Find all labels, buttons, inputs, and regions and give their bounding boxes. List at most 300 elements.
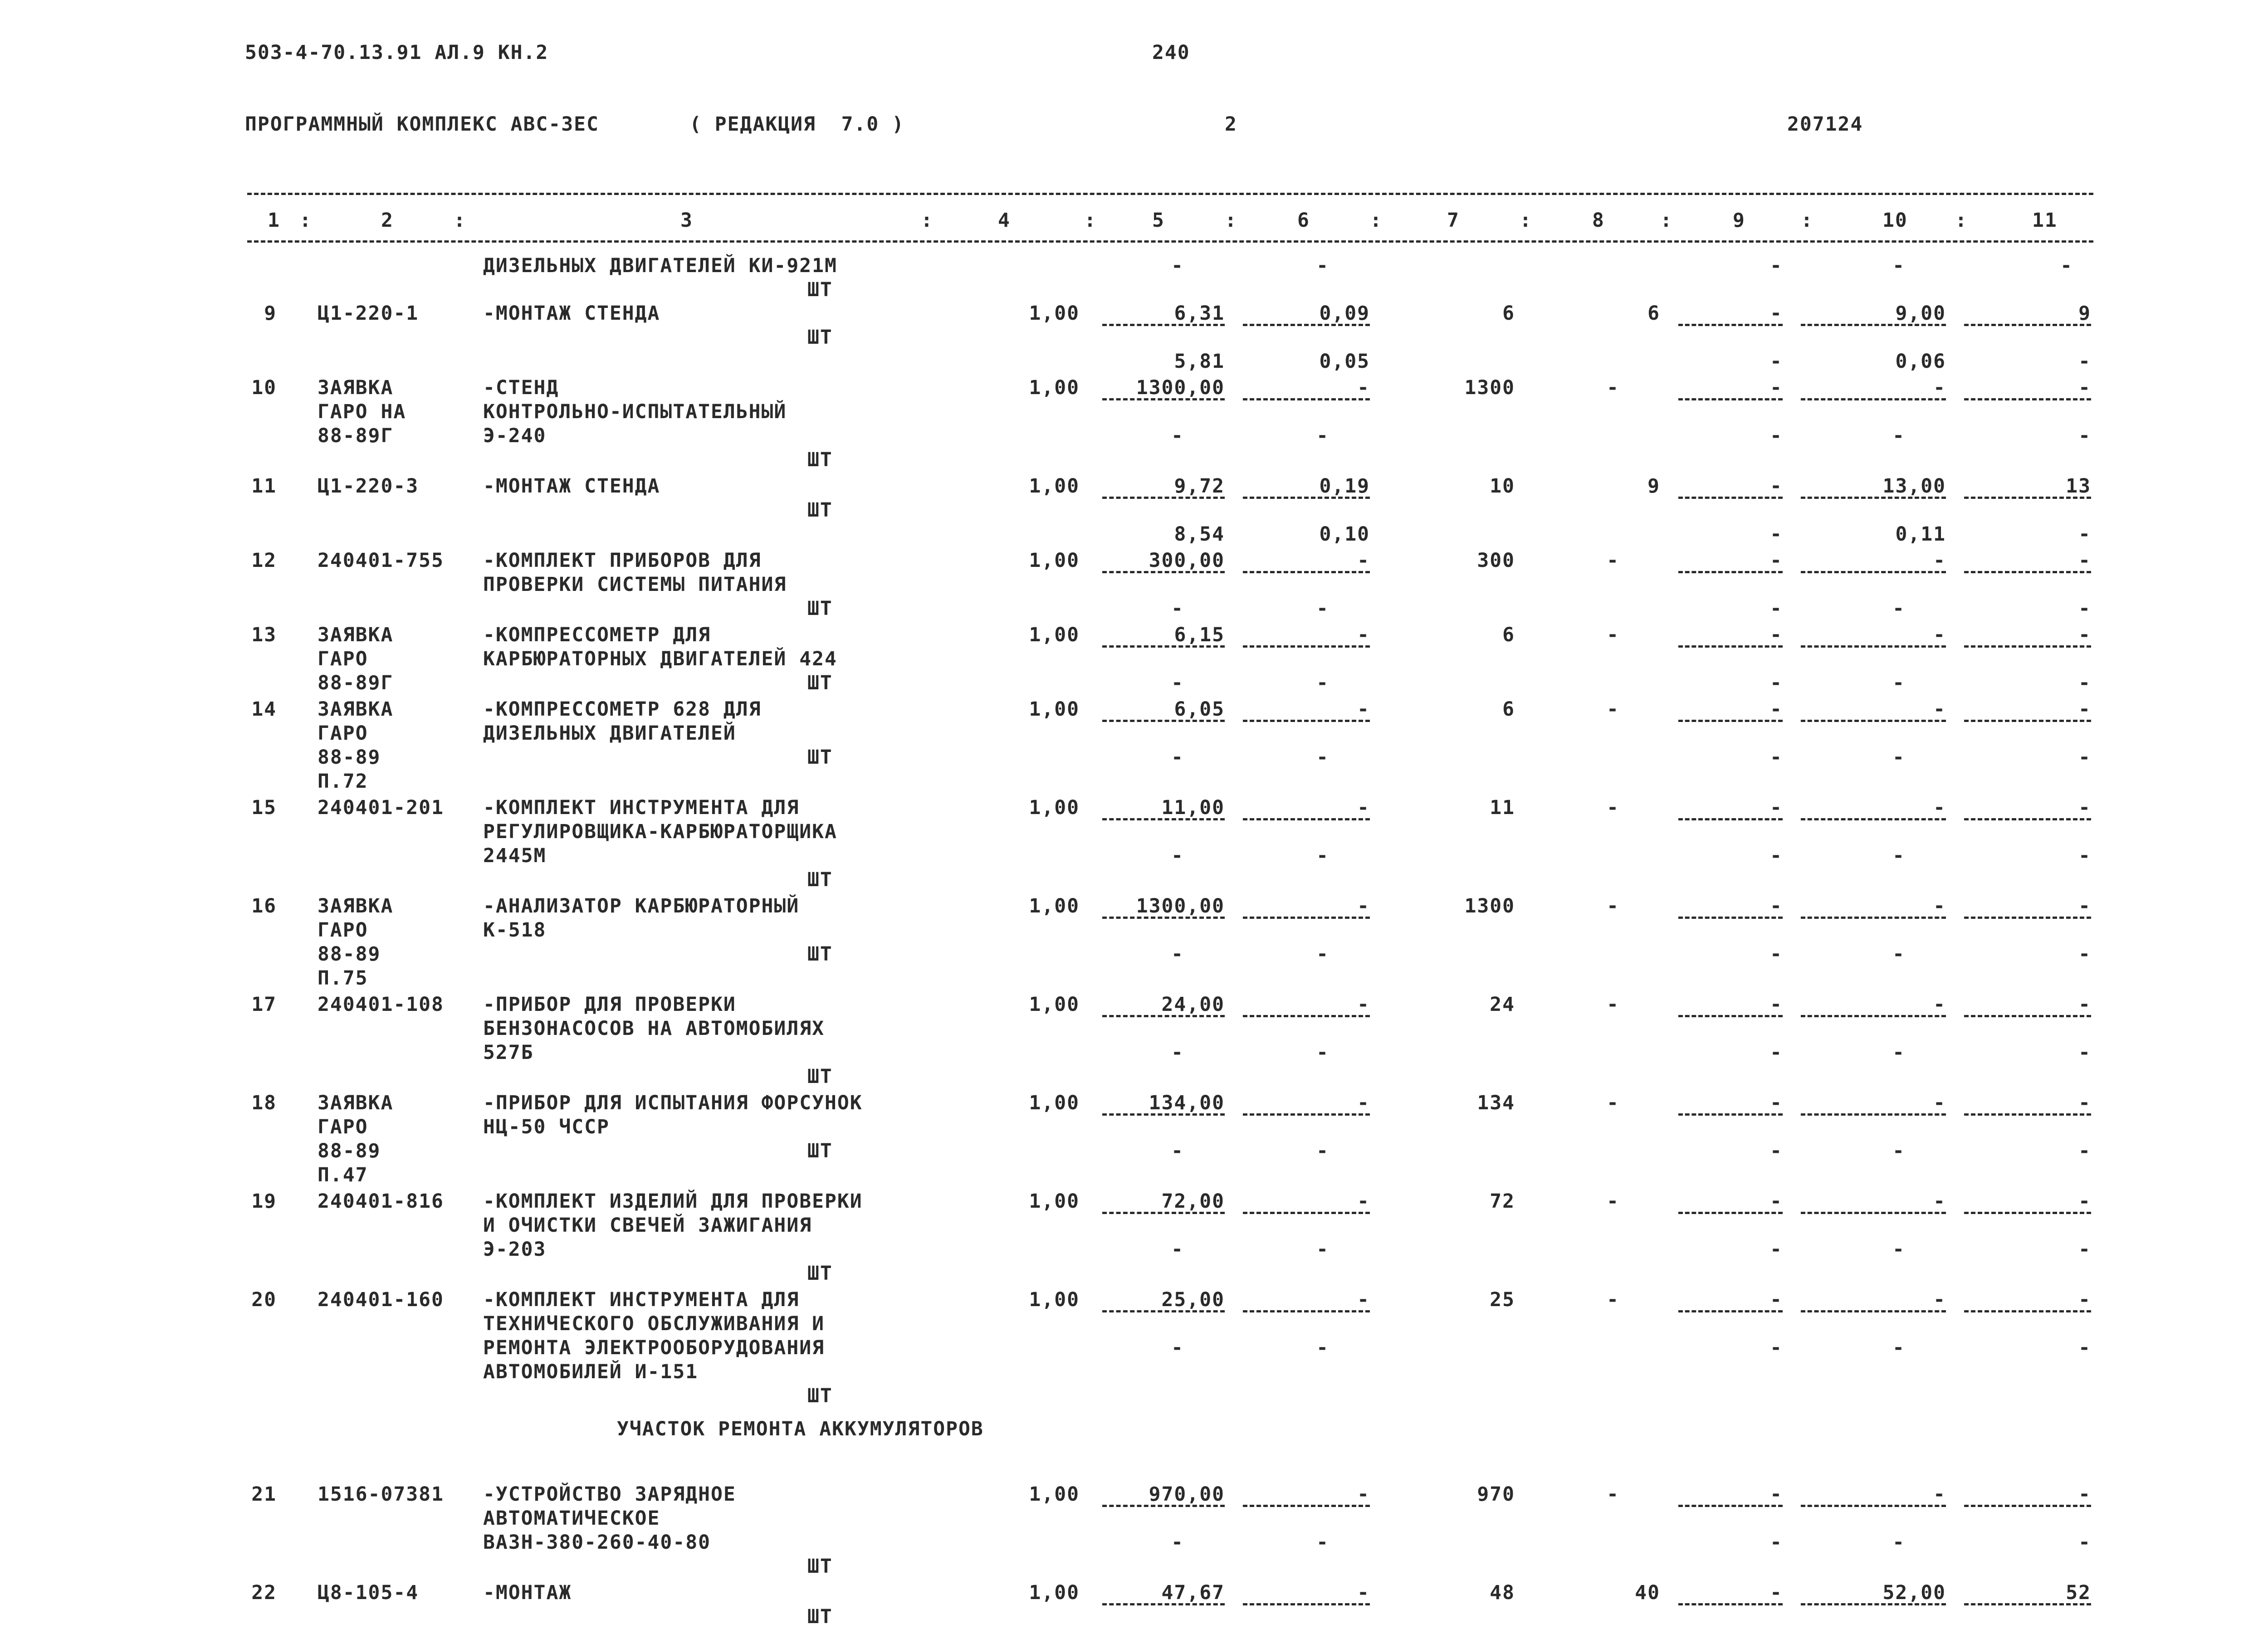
cell-col9: -: [1770, 302, 1783, 325]
cell-col5-secondary: -: [1171, 943, 1184, 966]
cell-col6: -: [1357, 1483, 1370, 1506]
column-separator: :: [1225, 209, 1237, 232]
row-underline: [1801, 1310, 1946, 1312]
row-underline: [1801, 645, 1946, 648]
cell-col10-secondary: -: [1892, 1140, 1905, 1162]
cell-col8: -: [1607, 1092, 1619, 1114]
cell-col11: 13: [2066, 475, 2091, 498]
row-underline: [1102, 720, 1225, 722]
cell-col8: -: [1607, 796, 1619, 819]
row-underline: [1102, 917, 1225, 919]
row-underline: [1801, 818, 1946, 820]
cell-col6: -: [1357, 1190, 1370, 1213]
row-description: -КОМПЛЕКТ ИНСТРУМЕНТА ДЛЯ: [483, 796, 800, 819]
cell-quantity: 1,00: [1029, 895, 1080, 917]
unit-label: ШТ: [807, 746, 833, 769]
cell-col5-secondary: -: [1171, 746, 1184, 769]
cell-col6-secondary: -: [1316, 1336, 1329, 1359]
unit-label: ШТ: [807, 1605, 833, 1628]
row-code: 240401-755: [318, 549, 444, 572]
row-underline: [1243, 818, 1370, 820]
cell-col6: -: [1357, 1581, 1370, 1604]
row-description: -ПРИБОР ДЛЯ ПРОВЕРКИ: [483, 993, 736, 1016]
cell-col9-secondary: -: [1770, 1336, 1783, 1359]
document-number: 207124: [1787, 113, 1863, 136]
cell-col9-secondary: -: [1770, 597, 1783, 620]
cell-col7: 11: [1490, 796, 1515, 819]
cell-col10: 52,00: [1882, 1581, 1946, 1604]
cell-col6-secondary: 0,05: [1319, 350, 1370, 373]
cell-col10-secondary: -: [1892, 1531, 1905, 1554]
row-code: 240401-201: [318, 796, 444, 819]
unit-label: ШТ: [807, 1385, 833, 1407]
row-underline: [1964, 917, 2091, 919]
cell-col6: -: [1357, 624, 1370, 646]
cell-col11: -: [2078, 698, 2091, 721]
cell-col9-secondary: -: [1770, 1531, 1783, 1554]
cell-col9-secondary: -: [1770, 424, 1783, 447]
row-code: Ц1-220-3: [318, 475, 419, 498]
cell-col6: -: [1357, 796, 1370, 819]
cell-col5: 134,00: [1149, 1092, 1225, 1114]
cell-col6: -: [1357, 698, 1370, 721]
row-description: Э-203: [483, 1238, 547, 1261]
cell-col6-secondary: -: [1316, 1531, 1329, 1554]
table-top-rule: [247, 193, 2093, 195]
cell-quantity: 1,00: [1029, 1288, 1080, 1311]
row-number: 9: [264, 302, 277, 325]
row-underline: [1964, 324, 2091, 326]
cell-col9: -: [1770, 1483, 1783, 1506]
row-underline: [1102, 324, 1225, 326]
row-description: -МОНТАЖ СТЕНДА: [483, 475, 660, 498]
cell-col11-secondary: -: [2078, 1140, 2091, 1162]
cell-col10: -: [1933, 1092, 1946, 1114]
row-underline: [1801, 571, 1946, 573]
page-number: 240: [1152, 41, 1190, 64]
cell-col11-secondary: -: [2078, 672, 2091, 694]
row-underline: [1801, 720, 1946, 722]
cell-col5: -: [1171, 254, 1184, 277]
column-header-6: 6: [1297, 209, 1310, 232]
cell-col10: -: [1933, 796, 1946, 819]
cell-col11: -: [2078, 895, 2091, 917]
row-description: -КОМПРЕССОМЕТР 628 ДЛЯ: [483, 698, 762, 721]
row-underline: [1801, 324, 1946, 326]
cell-col10: 9,00: [1895, 302, 1946, 325]
column-separator: :: [1520, 209, 1532, 232]
cell-col10-secondary: -: [1892, 424, 1905, 447]
cell-col9: -: [1770, 993, 1783, 1016]
cell-col9-secondary: -: [1770, 844, 1783, 867]
cell-col11-secondary: -: [2078, 943, 2091, 966]
cell-col5: 6,15: [1174, 624, 1225, 646]
cell-col10-secondary: -: [1892, 943, 1905, 966]
cell-col10: -: [1933, 376, 1946, 399]
unit-label: ШТ: [807, 1065, 833, 1088]
cell-quantity: 1,00: [1029, 624, 1080, 646]
row-underline: [1102, 1603, 1225, 1605]
cell-col10: -: [1933, 624, 1946, 646]
cell-col9-secondary: -: [1770, 672, 1783, 694]
row-underline: [1243, 1113, 1370, 1116]
cell-col5: 970,00: [1149, 1483, 1225, 1506]
cell-col6: -: [1357, 549, 1370, 572]
cell-col6: -: [1357, 376, 1370, 399]
unit-label: ШТ: [807, 1140, 833, 1162]
continuation-description: ДИЗЕЛЬНЫХ ДВИГАТЕЛЕЙ КИ-921М: [483, 254, 837, 277]
cell-col6-secondary: 0,10: [1319, 523, 1370, 546]
row-underline: [1243, 1603, 1370, 1605]
cell-col10: -: [1933, 698, 1946, 721]
row-number: 10: [251, 376, 277, 399]
row-underline: [1964, 1310, 2091, 1312]
row-description: ТЕХНИЧЕСКОГО ОБСЛУЖИВАНИЯ И: [483, 1312, 825, 1335]
section-title: УЧАСТОК РЕМОНТА АККУМУЛЯТОРОВ: [617, 1418, 984, 1440]
cell-quantity: 1,00: [1029, 1190, 1080, 1213]
row-description: -КОМПЛЕКТ ПРИБОРОВ ДЛЯ: [483, 549, 762, 572]
row-description: -МОНТАЖ СТЕНДА: [483, 302, 660, 325]
cell-col11: -: [2078, 1092, 2091, 1114]
row-code: 240401-160: [318, 1288, 444, 1311]
cell-col8: -: [1607, 624, 1619, 646]
cell-col8: -: [1607, 1288, 1619, 1311]
cell-col9-secondary: -: [1770, 1041, 1783, 1064]
row-underline: [1678, 324, 1783, 326]
cell-col7: 6: [1502, 698, 1515, 721]
cell-col5-secondary: -: [1171, 424, 1184, 447]
row-underline: [1102, 818, 1225, 820]
column-header-1: 1: [268, 209, 280, 232]
row-description: Э-240: [483, 424, 547, 447]
row-description: РЕМОНТА ЭЛЕКТРООБОРУДОВАНИЯ: [483, 1336, 825, 1359]
cell-col6: -: [1357, 993, 1370, 1016]
cell-col9-secondary: -: [1770, 523, 1783, 546]
row-underline: [1801, 1015, 1946, 1017]
row-underline: [1801, 497, 1946, 499]
cell-col8: -: [1607, 993, 1619, 1016]
row-number: 19: [251, 1190, 277, 1213]
cell-col9: -: [1770, 1581, 1783, 1604]
cell-col11-secondary: -: [2078, 746, 2091, 769]
row-underline: [1243, 917, 1370, 919]
cell-col5-secondary: -: [1171, 1531, 1184, 1554]
cell-col11: -: [2078, 993, 2091, 1016]
unit-label: ШТ: [807, 597, 833, 620]
row-description: И ОЧИСТКИ СВЕЧЕЙ ЗАЖИГАНИЯ: [483, 1214, 812, 1237]
cell-col9: -: [1770, 1092, 1783, 1114]
cell-col5-secondary: -: [1171, 1140, 1184, 1162]
unit-label: ШТ: [807, 943, 833, 966]
table-header-rule: [247, 240, 2093, 243]
cell-col5-secondary: -: [1171, 1238, 1184, 1261]
cell-col6: -: [1357, 1288, 1370, 1311]
cell-col10: -: [1933, 1190, 1946, 1213]
cell-col11: 9: [2078, 302, 2091, 325]
row-description: -КОМПЛЕКТ ИЗДЕЛИЙ ДЛЯ ПРОВЕРКИ: [483, 1190, 863, 1213]
cell-col6-secondary: -: [1316, 1140, 1329, 1162]
unit-label: ШТ: [807, 1262, 833, 1285]
row-description: 2445М: [483, 844, 547, 867]
cell-col6-secondary: -: [1316, 424, 1329, 447]
row-description: АВТОМОБИЛЕЙ И-151: [483, 1361, 699, 1383]
row-description: НЦ-50 ЧССР: [483, 1116, 610, 1138]
row-underline: [1801, 1603, 1946, 1605]
cell-col5-secondary: -: [1171, 1041, 1184, 1064]
unit-label: ШТ: [807, 868, 833, 891]
cell-col5: 300,00: [1149, 549, 1225, 572]
edition-label: ( РЕДАКЦИЯ 7.0 ): [689, 113, 905, 136]
row-underline: [1243, 1310, 1370, 1312]
row-underline: [1243, 1212, 1370, 1214]
row-code: П.75: [318, 967, 368, 990]
unit-label: ШТ: [807, 499, 833, 522]
cell-col7: 1300: [1464, 895, 1515, 917]
row-code: ЗАЯВКА: [318, 698, 394, 721]
cell-col9-secondary: -: [1770, 943, 1783, 966]
cell-col11: -: [2078, 1483, 2091, 1506]
row-underline: [1678, 1310, 1783, 1312]
cell-col9: -: [1770, 1288, 1783, 1311]
cell-quantity: 1,00: [1029, 549, 1080, 572]
column-header-3: 3: [680, 209, 693, 232]
row-underline: [1678, 1015, 1783, 1017]
row-underline: [1801, 398, 1946, 400]
row-underline: [1801, 917, 1946, 919]
cell-col9: -: [1770, 895, 1783, 917]
cell-col6-secondary: -: [1316, 943, 1329, 966]
cell-col10-secondary: -: [1892, 1336, 1905, 1359]
cell-col6: -: [1357, 895, 1370, 917]
row-underline: [1243, 1505, 1370, 1507]
cell-col10-secondary: -: [1892, 1238, 1905, 1261]
cell-col11: 52: [2066, 1581, 2091, 1604]
cell-col7: 10: [1490, 475, 1515, 498]
cell-col9: -: [1770, 549, 1783, 572]
column-header-11: 11: [2032, 209, 2058, 232]
row-underline: [1678, 720, 1783, 722]
row-number: 13: [251, 624, 277, 646]
cell-col5-secondary: 8,54: [1174, 523, 1225, 546]
cell-col5-secondary: -: [1171, 844, 1184, 867]
row-underline: [1678, 398, 1783, 400]
cell-col8: 40: [1635, 1581, 1660, 1604]
row-description: АВТОМАТИЧЕСКОЕ: [483, 1507, 660, 1530]
row-description: -МОНТАЖ: [483, 1581, 572, 1604]
unit-label: ШТ: [807, 1555, 833, 1578]
row-underline: [1102, 571, 1225, 573]
cell-col5: 25,00: [1161, 1288, 1225, 1311]
row-underline: [1102, 398, 1225, 400]
cell-col11-secondary: -: [2078, 1531, 2091, 1554]
cell-col7: 300: [1477, 549, 1515, 572]
cell-col7: 970: [1477, 1483, 1515, 1506]
row-description: РЕГУЛИРОВЩИКА-КАРБЮРАТОРЩИКА: [483, 820, 837, 843]
row-underline: [1678, 1113, 1783, 1116]
row-code: ЗАЯВКА: [318, 624, 394, 646]
cell-col11-secondary: -: [2078, 523, 2091, 546]
cell-col8: -: [1607, 376, 1619, 399]
row-underline: [1964, 497, 2091, 499]
cell-col8: -: [1607, 698, 1619, 721]
cell-col11-secondary: -: [2078, 1041, 2091, 1064]
column-header-9: 9: [1733, 209, 1745, 232]
row-underline: [1102, 645, 1225, 648]
row-code: Ц1-220-1: [318, 302, 419, 325]
cell-col8: -: [1607, 895, 1619, 917]
row-underline: [1801, 1212, 1946, 1214]
row-code: ЗАЯВКА: [318, 895, 394, 917]
row-underline: [1964, 571, 2091, 573]
row-underline: [1801, 1113, 1946, 1116]
row-code: 88-89: [318, 746, 381, 769]
cell-quantity: 1,00: [1029, 993, 1080, 1016]
cell-quantity: 1,00: [1029, 1581, 1080, 1604]
row-underline: [1243, 1015, 1370, 1017]
cell-col6-secondary: -: [1316, 672, 1329, 694]
row-underline: [1964, 1015, 2091, 1017]
cell-col9: -: [1770, 796, 1783, 819]
cell-quantity: 1,00: [1029, 376, 1080, 399]
row-description: КОНТРОЛЬНО-ИСПЫТАТЕЛЬНЫЙ: [483, 400, 787, 423]
row-description: ВАЗН-380-260-40-80: [483, 1531, 711, 1554]
cell-col9: -: [1770, 698, 1783, 721]
row-underline: [1964, 398, 2091, 400]
row-underline: [1243, 645, 1370, 648]
row-code: ЗАЯВКА: [318, 1092, 394, 1114]
row-code: ГАРО: [318, 919, 368, 941]
row-underline: [1678, 1505, 1783, 1507]
cell-col10-secondary: -: [1892, 1041, 1905, 1064]
row-number: 20: [251, 1288, 277, 1311]
row-underline: [1678, 1603, 1783, 1605]
cell-col5: 1300,00: [1136, 895, 1225, 917]
row-number: 15: [251, 796, 277, 819]
row-number: 18: [251, 1092, 277, 1114]
cell-col5: 72,00: [1161, 1190, 1225, 1213]
row-code: 240401-816: [318, 1190, 444, 1213]
cell-quantity: 1,00: [1029, 698, 1080, 721]
cell-col11: -: [2078, 1190, 2091, 1213]
cell-col8: -: [1607, 1483, 1619, 1506]
cell-col6-secondary: -: [1316, 844, 1329, 867]
row-code: ГАРО НА: [318, 400, 406, 423]
cell-col11: -: [2060, 254, 2073, 277]
cell-col10: -: [1933, 895, 1946, 917]
cell-col11-secondary: -: [2078, 424, 2091, 447]
row-description: ПРОВЕРКИ СИСТЕМЫ ПИТАНИЯ: [483, 573, 787, 596]
cell-col10-secondary: -: [1892, 844, 1905, 867]
column-header-5: 5: [1152, 209, 1165, 232]
row-code: 88-89: [318, 943, 381, 966]
cell-col11-secondary: -: [2078, 597, 2091, 620]
unit-label: ШТ: [807, 278, 833, 301]
cell-col5: 24,00: [1161, 993, 1225, 1016]
row-description: КАРБЮРАТОРНЫХ ДВИГАТЕЛЕЙ 424: [483, 648, 837, 670]
row-underline: [1678, 645, 1783, 648]
sheet-number: 2: [1225, 113, 1237, 136]
cell-col10-secondary: -: [1892, 597, 1905, 620]
cell-col9: -: [1770, 254, 1783, 277]
cell-quantity: 1,00: [1029, 1483, 1080, 1506]
row-underline: [1678, 497, 1783, 499]
cell-col9: -: [1770, 475, 1783, 498]
cell-col7: 134: [1477, 1092, 1515, 1114]
cell-col5: 6,31: [1174, 302, 1225, 325]
column-separator: :: [921, 209, 934, 232]
row-underline: [1243, 324, 1370, 326]
row-underline: [1102, 1310, 1225, 1312]
row-description: 527Б: [483, 1041, 534, 1064]
unit-label: ШТ: [807, 449, 833, 471]
cell-quantity: 1,00: [1029, 302, 1080, 325]
cell-col9: -: [1770, 376, 1783, 399]
cell-col9-secondary: -: [1770, 746, 1783, 769]
cell-col10: -: [1933, 993, 1946, 1016]
row-code: 88-89Г: [318, 672, 394, 694]
cell-col10: -: [1933, 1288, 1946, 1311]
cell-col8: 9: [1647, 475, 1660, 498]
cell-col9-secondary: -: [1770, 1140, 1783, 1162]
row-underline: [1964, 818, 2091, 820]
cell-col6-secondary: -: [1316, 1041, 1329, 1064]
row-code: П.72: [318, 770, 368, 793]
program-title: ПРОГРАММНЫЙ КОМПЛЕКС АВС-3ЕС: [245, 113, 599, 136]
cell-col5: 47,67: [1161, 1581, 1225, 1604]
row-underline: [1678, 1212, 1783, 1214]
cell-col10-secondary: 0,11: [1895, 523, 1946, 546]
column-separator: :: [454, 209, 466, 232]
row-description: -АНАЛИЗАТОР КАРБЮРАТОРНЫЙ: [483, 895, 800, 917]
cell-col7: 25: [1490, 1288, 1515, 1311]
row-underline: [1964, 1505, 2091, 1507]
cell-col10: -: [1933, 1483, 1946, 1506]
row-underline: [1102, 497, 1225, 499]
cell-col6: 0,09: [1319, 302, 1370, 325]
cell-col11: -: [2078, 1288, 2091, 1311]
cell-col11-secondary: -: [2078, 1238, 2091, 1261]
row-underline: [1243, 497, 1370, 499]
row-underline: [1801, 1505, 1946, 1507]
row-underline: [1678, 571, 1783, 573]
document-code: 503-4-70.13.91 АЛ.9 КН.2: [245, 41, 549, 64]
cell-col11: -: [2078, 624, 2091, 646]
row-underline: [1243, 571, 1370, 573]
row-underline: [1964, 1212, 2091, 1214]
cell-col9-secondary: -: [1770, 1238, 1783, 1261]
cell-col6: 0,19: [1319, 475, 1370, 498]
row-description: -КОМПЛЕКТ ИНСТРУМЕНТА ДЛЯ: [483, 1288, 800, 1311]
cell-col6: -: [1357, 1092, 1370, 1114]
row-number: 21: [251, 1483, 277, 1506]
column-separator: :: [1370, 209, 1383, 232]
row-underline: [1243, 720, 1370, 722]
row-underline: [1964, 720, 2091, 722]
cell-col11: -: [2078, 549, 2091, 572]
cell-quantity: 1,00: [1029, 1092, 1080, 1114]
cell-col5: 11,00: [1161, 796, 1225, 819]
cell-col5-secondary: 5,81: [1174, 350, 1225, 373]
cell-col8: 6: [1647, 302, 1660, 325]
row-code: Ц8-105-4: [318, 1581, 419, 1604]
row-number: 17: [251, 993, 277, 1016]
column-separator: :: [1084, 209, 1097, 232]
cell-col11-secondary: -: [2078, 350, 2091, 373]
column-header-10: 10: [1882, 209, 1908, 232]
row-code: ГАРО: [318, 648, 368, 670]
cell-col10: -: [1892, 254, 1905, 277]
cell-col11-secondary: -: [2078, 1336, 2091, 1359]
